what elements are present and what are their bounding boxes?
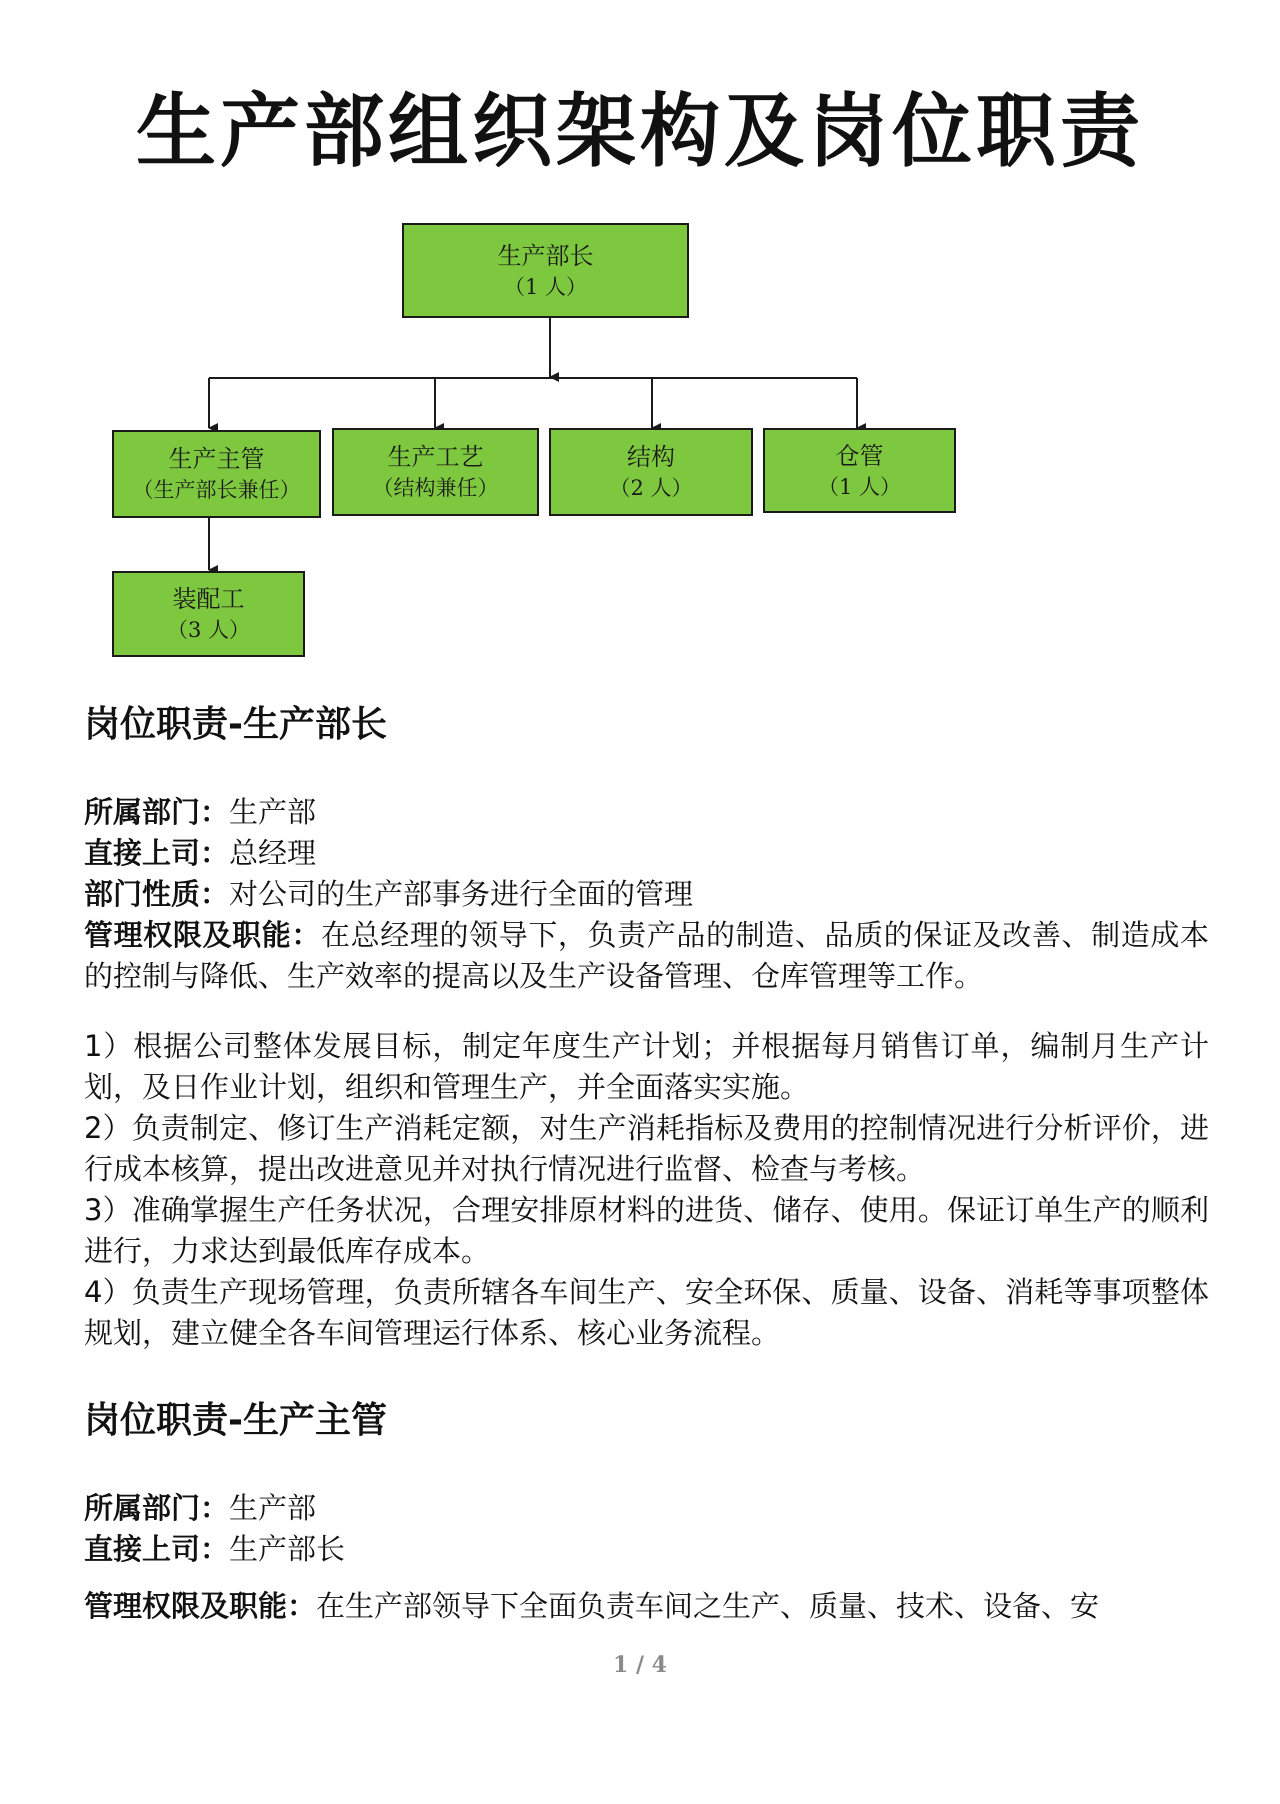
org-node-headcount: （3 人） bbox=[166, 618, 251, 642]
org-node-headcount: （结构兼任） bbox=[372, 476, 499, 500]
field-direct-superior bbox=[84, 1529, 1209, 1570]
org-node-name: 结构 bbox=[627, 443, 675, 471]
section-title-production-director: 岗位职责-生产部长 bbox=[84, 704, 387, 745]
org-node-headcount: （2 人） bbox=[609, 476, 693, 500]
field-value: 总经理 bbox=[229, 836, 317, 870]
duty-item: 1）根据公司整体发展目标，制定年度生产计划；并根据每月销售订单，编制月生产计划，及日作业计划，组织和管理生产，并全面落实实施。 bbox=[84, 1029, 1209, 1104]
org-node-name: 生产工艺 bbox=[387, 443, 484, 471]
document-title: 生产部组织架构及岗位职责 bbox=[136, 85, 1144, 178]
section-body-production-director bbox=[84, 792, 1209, 1354]
section-title-production-supervisor: 岗位职责-生产主管 bbox=[84, 1400, 387, 1441]
field-value: 生产部 bbox=[229, 1491, 317, 1525]
section-body-production-supervisor bbox=[84, 1488, 1209, 1627]
org-node-name: 仓管 bbox=[835, 441, 884, 470]
field-value: 生产部 bbox=[229, 795, 317, 829]
field-direct-superior bbox=[84, 833, 1209, 874]
field-value: 在生产部领导下全面负责车间之生产、质量、技术、设备、安 bbox=[316, 1589, 1100, 1623]
field-label: 管理权限及职能： bbox=[84, 1589, 317, 1623]
page-number: 1 / 4 bbox=[613, 1652, 667, 1678]
field-label: 直接上司： bbox=[84, 836, 230, 870]
org-node-name: 生产部长 bbox=[497, 241, 594, 270]
org-node-name: 生产主管 bbox=[168, 445, 265, 473]
org-node-headcount: （1 人） bbox=[817, 474, 902, 499]
duty-item: 2）负责制定、修订生产消耗定额，对生产消耗指标及费用的控制情况进行分析评价，进行成本核算，提出改进意见并对执行情况进行监督、检查与考核。 bbox=[84, 1111, 1209, 1186]
field-label: 所属部门： bbox=[84, 1491, 230, 1525]
duty-item: 3）准确掌握生产任务状况，合理安排原材料的进货、储存、使用。保证订单生产的顺利进行，力求达到最低库存成本。 bbox=[84, 1193, 1209, 1268]
field-department bbox=[84, 792, 1209, 833]
field-authority-and-functions bbox=[84, 915, 1209, 997]
field-value: 对公司的生产部事务进行全面的管理 bbox=[229, 877, 694, 911]
org-node-production-process bbox=[332, 428, 539, 516]
paragraph-gap bbox=[84, 997, 1209, 1026]
org-node-structure bbox=[549, 428, 753, 516]
org-node-warehouse bbox=[763, 428, 956, 513]
field-label: 直接上司： bbox=[84, 1532, 230, 1566]
field-label: 所属部门： bbox=[84, 795, 230, 829]
org-node-headcount: （1 人） bbox=[503, 274, 588, 299]
field-label: 部门性质： bbox=[84, 877, 230, 911]
org-node-assembler bbox=[112, 571, 305, 657]
field-authority-and-functions bbox=[84, 1586, 1209, 1627]
duty-item: 4）负责生产现场管理，负责所辖各车间生产、安全环保、质量、设备、消耗等事项整体规划，建立健全各车间管理运行体系、核心业务流程。 bbox=[84, 1275, 1209, 1350]
org-node-name: 装配工 bbox=[172, 585, 245, 613]
org-node-headcount: （生产部长兼任） bbox=[132, 478, 301, 502]
field-value: 生产部长 bbox=[229, 1532, 346, 1566]
org-node-production-director bbox=[402, 223, 689, 318]
field-value: 在总经理的领导下，负责产品的制造、品质的保证及改善、制造成本的控制与降低、生产效率的提高以及生产设备管理、仓库管理等工作。 bbox=[84, 918, 1209, 993]
field-label: 管理权限及职能： bbox=[84, 918, 321, 952]
field-department bbox=[84, 1488, 1209, 1529]
org-node-production-supervisor bbox=[112, 430, 321, 518]
field-department-nature bbox=[84, 874, 1209, 915]
